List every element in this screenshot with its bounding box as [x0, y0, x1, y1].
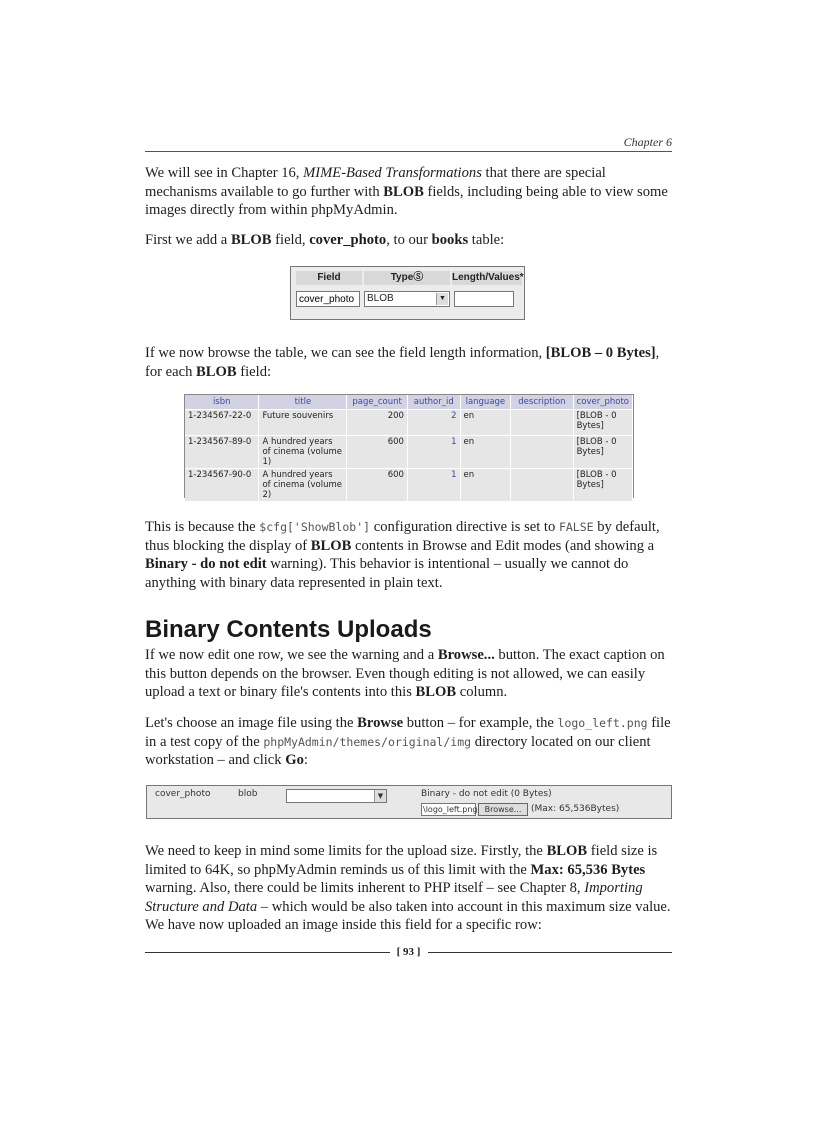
cell-author-id[interactable]: 1 [407, 436, 460, 469]
binary-warning: Binary - do not edit (0 Bytes) [421, 789, 552, 799]
cell-title: A hundred years of cinema (volume 1) [259, 436, 347, 469]
cell-language: en [460, 469, 511, 502]
max-size-note: (Max: 65,536Bytes) [531, 804, 620, 814]
cell-cover-photo: [BLOB - 0 Bytes] [573, 436, 632, 469]
browse-button[interactable]: Browse... [478, 803, 528, 816]
browse-paragraph: If we now browse the table, we can see the field length information, [BLOB – 0 Bytes], for each BLOB field: [145, 345, 660, 380]
field-header: Field [296, 271, 362, 285]
upload-paragraph-1: If we now edit one row, we see the warning and a Browse... button. The exact caption on this button depends on the browser. Even though editing is not allowed, we can easily upload a text or binary file's contents into this BLOB column. [145, 647, 665, 701]
column-header-page-count[interactable]: page_count [347, 395, 408, 410]
type-header: TypeⓈ [364, 271, 450, 285]
table-row [185, 410, 633, 436]
cell-title: A hundred years of cinema (volume 2) [259, 469, 347, 502]
cell-page-count: 200 [347, 410, 408, 436]
upload-field-name: cover_photo [155, 789, 211, 799]
cell-isbn: 1-234567-22-0 [185, 410, 259, 436]
field-definition-screenshot [290, 266, 525, 320]
column-header-author-id[interactable]: author_id [407, 395, 460, 410]
intro-paragraph-1: We will see in Chapter 16, MIME-Based Transformations that there are special mechanisms available to go further with BLOB fields, including being able to view some images directly from within phpMyAdmin. [145, 165, 668, 219]
column-header-language[interactable]: language [460, 395, 511, 410]
cell-description [511, 410, 573, 436]
length-header: Length/Values* [452, 272, 524, 283]
cell-page-count: 600 [347, 469, 408, 502]
type-select[interactable] [364, 291, 450, 307]
config-paragraph: This is because the $cfg['ShowBlob'] configuration directive is set to FALSE by default, thus blocking the display of BLOB contents in Browse and Edit modes (and showing a Binary - do not edit warning). This behavior is intentional – usually we cannot do anything with binary data represented in plain text. [145, 519, 660, 591]
cell-author-id[interactable]: 2 [407, 410, 460, 436]
section-heading: Binary Contents Uploads [145, 616, 432, 643]
page-number: [ 93 ] [396, 946, 421, 958]
column-header-cover-photo[interactable]: cover_photo [573, 395, 632, 410]
cell-author-id[interactable]: 1 [407, 469, 460, 502]
type-select-value: BLOB [367, 293, 394, 304]
limits-paragraph: We need to keep in mind some limits for the upload size. Firstly, the BLOB field size is limited to 64K, so phpMyAdmin reminds us of this limit with the Max: 65,536 Bytes warning. Also, there could be limits inherent to PHP itself – see Chapter 8, Importing Structure and Data – which would be also taken into account in this maximum size value. We have now uploaded an image inside this field for a specific row: [145, 843, 671, 934]
column-header-title[interactable]: title [259, 395, 347, 410]
cell-title: Future souvenirs [259, 410, 347, 436]
upload-form-screenshot [146, 785, 672, 819]
chevron-down-icon: ▼ [374, 790, 386, 802]
header-rule [145, 151, 672, 152]
table-row [185, 436, 633, 469]
table-row [185, 469, 633, 502]
file-path-input[interactable]: \logo_left.png [423, 805, 478, 814]
cell-description [511, 436, 573, 469]
books-table-screenshot [184, 394, 634, 498]
upload-paragraph-2: Let's choose an image file using the Browse button – for example, the logo_left.png file in a test copy of the phpMyAdmin/themes/original/img directory located on our client workstation – and click Go: [145, 715, 671, 769]
books-table [185, 395, 633, 501]
cell-cover-photo: [BLOB - 0 Bytes] [573, 469, 632, 502]
chapter-label: Chapter 6 [623, 135, 672, 149]
column-header-isbn[interactable]: isbn [185, 395, 259, 410]
upload-field-type: blob [238, 789, 258, 799]
cell-isbn: 1-234567-89-0 [185, 436, 259, 469]
footer-rule-right [428, 952, 672, 953]
cell-language: en [460, 436, 511, 469]
intro-paragraph-2: First we add a BLOB field, cover_photo, to our books table: [145, 232, 505, 248]
length-input[interactable] [454, 291, 514, 307]
cell-cover-photo: [BLOB - 0 Bytes] [573, 410, 632, 436]
cell-description [511, 469, 573, 502]
page-footer [145, 945, 672, 959]
cell-language: en [460, 410, 511, 436]
chevron-down-icon: ▼ [436, 293, 448, 305]
function-select[interactable] [286, 789, 387, 803]
cell-isbn: 1-234567-90-0 [185, 469, 259, 502]
column-header-description[interactable]: description [511, 395, 573, 410]
cell-page-count: 600 [347, 436, 408, 469]
field-name-input[interactable] [296, 291, 360, 307]
